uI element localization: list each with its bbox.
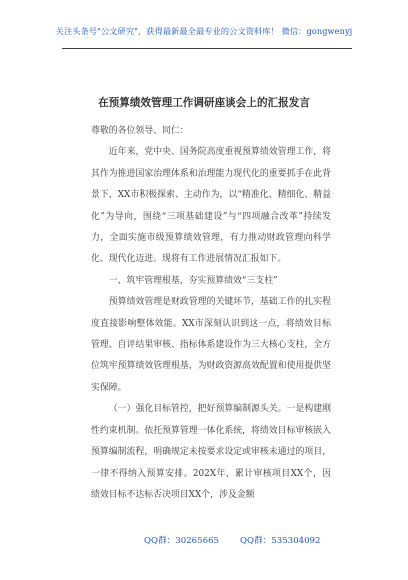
header-divider [62, 48, 352, 49]
paragraph-section-body: 预算绩效管理是财政管理的关键环节，基础工作的扎实程度直接影响整体效能。XX市深刻认识到这一点，将绩效目标管理、自评结果审核、指标体系建设作为三大核心支柱，全方位筑牢预算绩效管理根基，为财政资源高效配置和使用提供坚实保障。 [91, 297, 331, 393]
document-title: 在预算绩效管理工作调研座谈会上的汇报发言 [98, 97, 310, 109]
salutation: 尊敬的各位领导、同仁： [91, 126, 189, 136]
paragraph-intro: 近年来，党中央、国务院高度重视预算绩效管理工作，将其作为推进国家治理体系和治理能力现代化的重要抓手在此背景下，XX市积极探索、主动作为，以“精准化、精细化、精益化”为导向，围绕“三项基础建设”与“四项融合改革”持续发力，全面实施市级预算绩效管理，有力推动财政管理向科学化、现代化迈进。现将有工作进展情况汇报如下。 [91, 147, 331, 265]
header-banner: 关注头条号"公文研究"，获得最新最全最专业的公文资料库！ 微信：gongwenyj [55, 26, 353, 36]
paragraph-subsection: （一）强化目标管控，把好预算编制源头关。一是构建刚性约束机制。依托预算管理一体化系统，将绩效目标审核嵌入预算编制流程，明确规定未按要求设定或审核未通过的项目，一律不得纳入预算安排。202X年，累计审核项目XX个，因绩效目标不达标否决项目XX个，涉及金额 [91, 404, 331, 500]
footer [0, 534, 408, 548]
section-heading: 一、筑牢管理根基，夯实预算绩效“三支柱” [108, 275, 278, 286]
document-body [91, 121, 331, 506]
footer-qq-group-link[interactable]: QQ群：535304092 [240, 536, 321, 546]
footer-qq-group-link[interactable]: QQ群：30265665 [144, 536, 220, 546]
